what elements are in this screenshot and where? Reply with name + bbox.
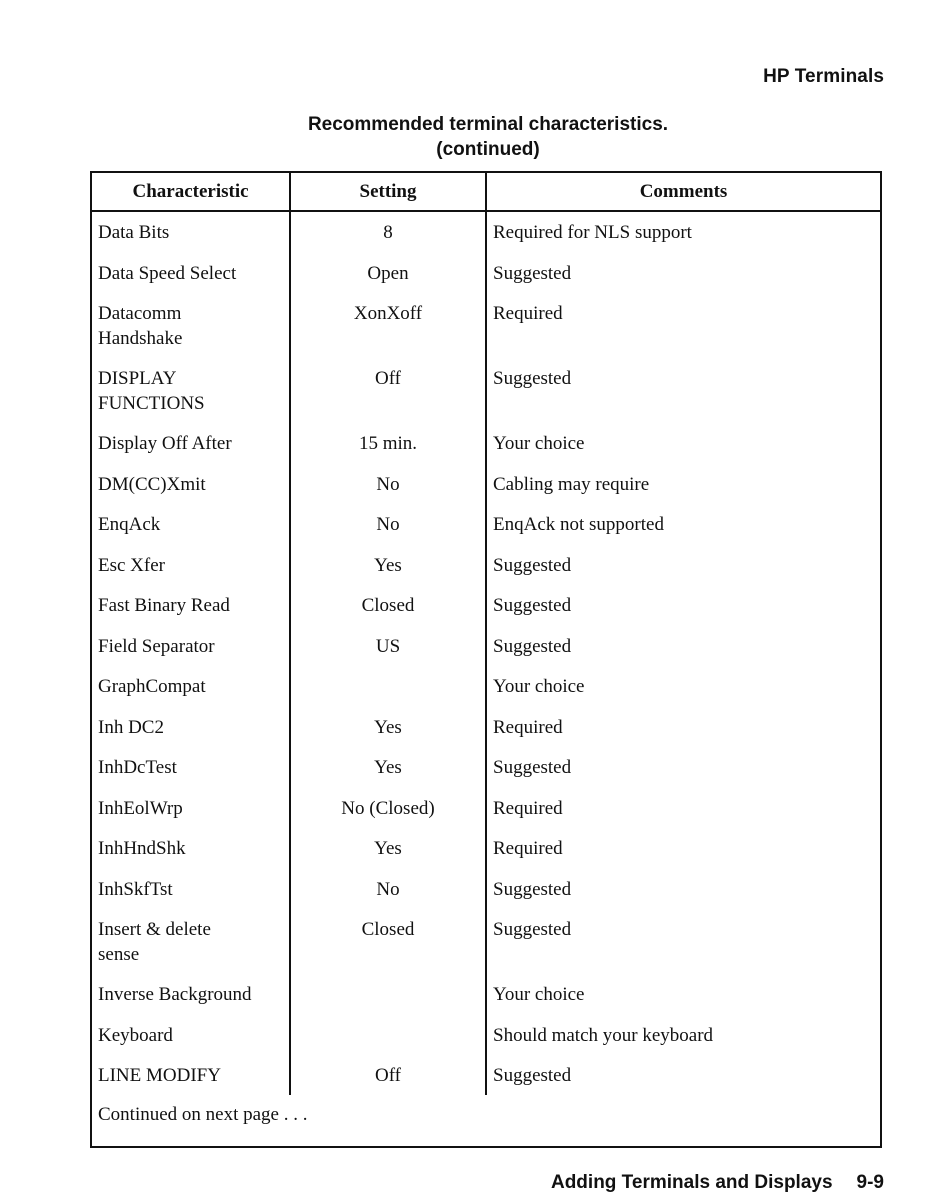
- characteristic-line: GraphCompat: [98, 676, 206, 697]
- cell-comments: Required: [493, 797, 563, 819]
- table-row: [92, 788, 880, 829]
- page-number: 9-9: [856, 1172, 884, 1193]
- table-row: [92, 869, 880, 910]
- cell-comments: Your choice: [493, 676, 585, 697]
- table-row: [92, 504, 880, 545]
- cell-setting: Open: [367, 262, 409, 284]
- table-row: [92, 585, 880, 626]
- cell-characteristic: [98, 220, 286, 245]
- cell-setting: No: [376, 473, 400, 495]
- cell-comments: Suggested: [493, 262, 572, 284]
- cell-setting: No: [376, 878, 400, 900]
- table-row: [92, 626, 880, 667]
- page-footer: [551, 1172, 884, 1194]
- cell-setting: Yes: [374, 554, 402, 576]
- characteristic-line: InhHndShk: [98, 838, 186, 859]
- header-characteristic: Characteristic: [132, 181, 249, 202]
- table-row: [92, 464, 880, 505]
- cell-characteristic: [98, 715, 286, 740]
- table-body: [92, 212, 880, 1096]
- cell-characteristic: [98, 755, 286, 780]
- characteristic-line: DM(CC)Xmit: [98, 473, 206, 495]
- cell-comments: Required: [493, 838, 563, 859]
- characteristic-line: Esc Xfer: [98, 554, 165, 576]
- table-caption: [0, 112, 950, 162]
- cell-comments: Suggested: [493, 595, 572, 616]
- cell-characteristic: [98, 917, 286, 967]
- cell-characteristic: [98, 553, 286, 578]
- characteristic-line: InhEolWrp: [98, 797, 183, 819]
- cell-characteristic: [98, 593, 286, 618]
- cell-comments: Required for NLS support: [493, 222, 692, 243]
- table-row: [92, 828, 880, 869]
- cell-setting: XonXoff: [353, 303, 423, 324]
- characteristic-line: Data Speed Select: [98, 262, 237, 284]
- characteristic-line: Fast Binary Read: [98, 595, 230, 616]
- characteristic-line: DISPLAY: [98, 368, 177, 389]
- characteristic-line: Datacomm: [98, 303, 182, 324]
- cell-characteristic: [98, 512, 286, 537]
- table-row: [92, 909, 880, 974]
- cell-comments: Suggested: [493, 878, 572, 900]
- characteristic-line: InhSkfTst: [98, 878, 173, 900]
- cell-setting: Closed: [361, 919, 415, 940]
- cell-comments: Suggested: [493, 1065, 572, 1086]
- cell-comments: Suggested: [493, 757, 572, 778]
- characteristic-line: Data Bits: [98, 222, 170, 243]
- table-row: [92, 747, 880, 788]
- cell-setting: Off: [374, 368, 402, 389]
- cell-comments: Cabling may require: [493, 473, 650, 495]
- characteristic-line: LINE MODIFY: [98, 1065, 221, 1086]
- cell-characteristic: [98, 836, 286, 861]
- caption-title: Recommended terminal characteristics.: [307, 114, 669, 135]
- characteristic-line: EnqAck: [98, 514, 161, 535]
- cell-characteristic: [98, 674, 286, 699]
- table-row: [92, 212, 880, 253]
- cell-characteristic: [98, 982, 286, 1007]
- table-row: [92, 545, 880, 586]
- cell-setting: Yes: [374, 757, 402, 778]
- cell-setting: No (Closed): [341, 797, 435, 819]
- table-row: [92, 1055, 880, 1096]
- characteristic-line: FUNCTIONS: [98, 393, 205, 414]
- cell-setting: Yes: [374, 716, 402, 738]
- continued-note: Continued on next page . . .: [98, 1104, 308, 1125]
- cell-setting: No: [376, 514, 400, 535]
- table-row: [92, 1015, 880, 1056]
- table-row: [92, 358, 880, 423]
- table-row: [92, 666, 880, 707]
- cell-setting: Yes: [374, 838, 402, 859]
- cell-comments: Suggested: [493, 554, 572, 576]
- characteristic-line: Inverse Background: [98, 984, 252, 1005]
- cell-characteristic: [98, 634, 286, 659]
- characteristics-table: [90, 171, 882, 1148]
- cell-setting: 15 min.: [358, 433, 418, 454]
- table-row: [92, 253, 880, 294]
- cell-characteristic: [98, 877, 286, 902]
- characteristic-line: Field Separator: [98, 635, 215, 657]
- table-row: [92, 423, 880, 464]
- table-row: [92, 707, 880, 748]
- cell-comments: Should match your keyboard: [493, 1024, 714, 1046]
- cell-characteristic: [98, 472, 286, 497]
- characteristic-line: sense: [98, 944, 140, 965]
- cell-characteristic: [98, 1063, 286, 1088]
- cell-comments: Suggested: [493, 635, 572, 657]
- cell-setting: 8: [383, 222, 393, 243]
- cell-comments: EnqAck not supported: [493, 514, 664, 535]
- header-setting: Setting: [359, 181, 417, 202]
- cell-characteristic: [98, 261, 286, 286]
- cell-comments: Your choice: [493, 984, 585, 1005]
- cell-characteristic: [98, 301, 286, 351]
- cell-characteristic: [98, 366, 286, 416]
- table-row: [92, 293, 880, 358]
- characteristic-line: Inh DC2: [98, 716, 164, 738]
- characteristic-line: Handshake: [98, 328, 183, 349]
- cell-comments: Suggested: [493, 368, 572, 389]
- cell-characteristic: [98, 431, 286, 456]
- cell-characteristic: [98, 796, 286, 821]
- characteristic-line: InhDcTest: [98, 757, 177, 778]
- cell-comments: Required: [493, 303, 563, 324]
- running-head: HP Terminals: [763, 66, 884, 87]
- characteristic-line: Insert & delete: [98, 919, 211, 940]
- caption-continued: (continued): [436, 139, 540, 160]
- cell-setting: Off: [374, 1065, 402, 1086]
- footer-section-title: Adding Terminals and Displays: [550, 1172, 833, 1193]
- characteristic-line: Keyboard: [98, 1024, 173, 1046]
- characteristic-line: Display Off After: [98, 433, 232, 454]
- header-comments: Comments: [639, 181, 728, 202]
- table-row: [92, 974, 880, 1015]
- cell-comments: Suggested: [493, 919, 572, 940]
- cell-comments: Required: [493, 716, 563, 738]
- cell-characteristic: [98, 1023, 286, 1048]
- cell-setting: Closed: [361, 595, 415, 616]
- cell-setting: US: [375, 635, 401, 657]
- cell-comments: Your choice: [493, 433, 585, 454]
